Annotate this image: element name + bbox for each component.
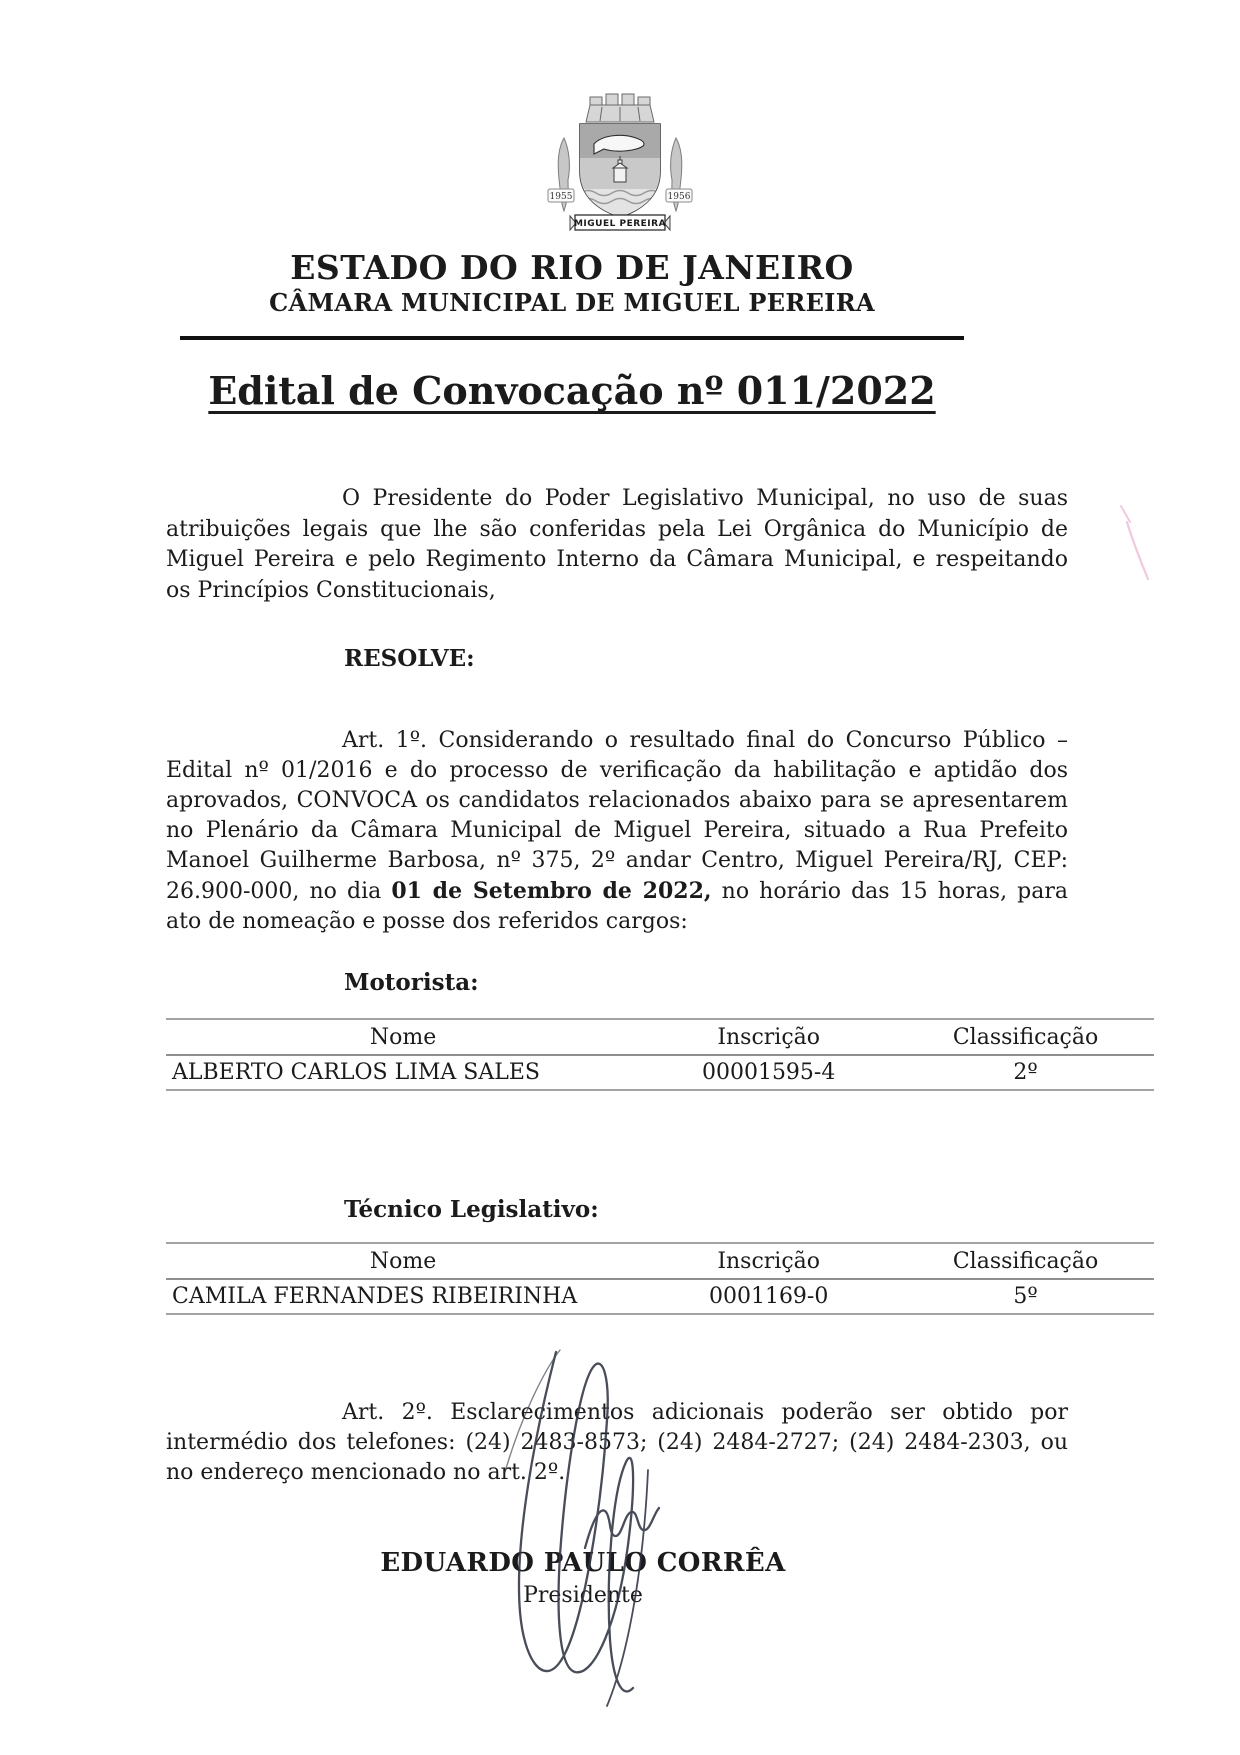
article-1-date-bold: 01 de Setembro de 2022, [391, 878, 712, 904]
article-1-text-before: Art. 1º. Considerando o resultado final do Concurso Público – Edital nº 01/2016 e do processo de verificação da habilitação e aptidão dos aprovados, CONVOCA os candidatos relacionados abaixo para se apresentarem no Plenário da Câmara Municipal de Miguel Pereira, situado a Rua Prefeito Manoel Guilherme Barbosa, nº 375, 2º andar Centro, Miguel Pereira/RJ, CEP: 26.900-000, no dia [166, 728, 1068, 904]
crest-year-left: 1955 [549, 192, 573, 202]
signer-name: EDUARDO PAULO CORRÊA [380, 1548, 786, 1578]
column-header-classificacao: Classificação [897, 1243, 1154, 1279]
table-header-row [166, 1019, 1154, 1055]
article-1-paragraph [166, 726, 1068, 937]
header-rule [180, 336, 964, 340]
column-header-classificacao: Classificação [897, 1019, 1154, 1055]
cell-classificacao: 5º [1013, 1284, 1038, 1309]
motorista-table [166, 1018, 1154, 1091]
article-2-paragraph: Art. 2º. Esclarecimentos adicionais poderão ser obtido por intermédio dos telefones: (24) 2483-8573; (24) 2484-2727; (24) 2484-2303, ou no endereço mencionado no art. 2º. [166, 1400, 1068, 1485]
tecnico-legislativo-table [166, 1242, 1154, 1315]
coat-of-arms-graphic [522, 92, 718, 232]
intro-paragraph: O Presidente do Poder Legislativo Municipal, no uso de suas atribuições legais que lhe são conferidas pela Lei Orgânica do Município de Miguel Pereira e pelo Regimento Interno da Câmara Municipal, e respeitando os Princípios Constitucionais, [166, 486, 1068, 603]
signer-role: Presidente [523, 1583, 643, 1608]
coat-of-arms [522, 92, 718, 232]
column-header-inscricao: Inscrição [640, 1019, 897, 1055]
table-header-row [166, 1243, 1154, 1279]
section-heading-motorista: Motorista: [344, 969, 479, 996]
crest-year-right: 1956 [667, 192, 691, 202]
crest-banner-text: MIGUEL PEREIRA [573, 219, 667, 229]
cell-inscricao: 00001595-4 [701, 1060, 836, 1085]
document-title: Edital de Convocação nº 011/2022 [208, 368, 936, 413]
article-1-text-after: no horário das 15 horas, para ato de nomeação e posse dos referidos cargos: [166, 879, 1068, 934]
pen-mark-pink [1121, 506, 1148, 579]
cell-inscricao: 0001169-0 [708, 1284, 829, 1309]
table-row [166, 1055, 1154, 1090]
column-header-inscricao: Inscrição [640, 1243, 897, 1279]
org-header [180, 250, 964, 317]
signature-block [168, 1548, 998, 1608]
cell-nome: CAMILA FERNANDES RIBEIRINHA [172, 1284, 578, 1309]
institution-name: CÂMARA MUNICIPAL DE MIGUEL PEREIRA [269, 288, 875, 317]
table-row [166, 1279, 1154, 1314]
cell-nome: ALBERTO CARLOS LIMA SALES [172, 1060, 541, 1085]
resolve-heading: RESOLVE: [344, 645, 475, 672]
cell-classificacao: 2º [1013, 1060, 1038, 1085]
column-header-nome: Nome [166, 1243, 640, 1279]
section-heading-tecnico-legislativo: Técnico Legislativo: [344, 1196, 599, 1223]
state-name: ESTADO DO RIO DE JANEIRO [290, 248, 854, 287]
column-header-nome: Nome [166, 1019, 640, 1055]
